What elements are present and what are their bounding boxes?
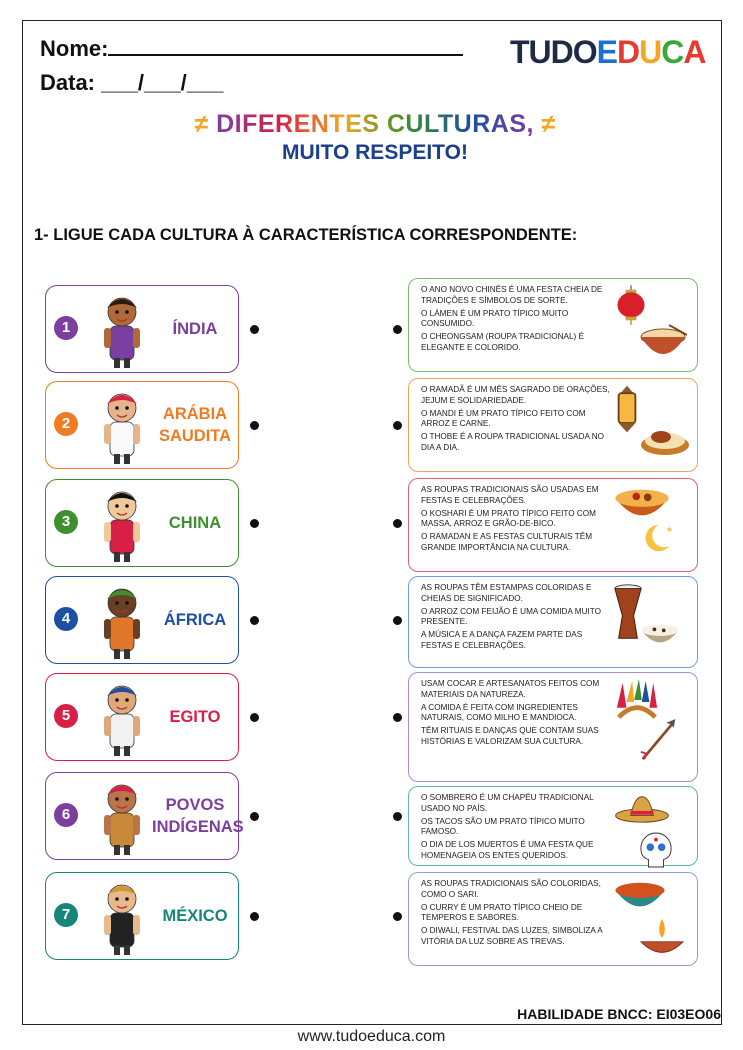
- culture-name: MÉXICO: [162, 907, 228, 925]
- sparkle-icon: ≠: [533, 110, 556, 138]
- culture-card-4: [45, 576, 239, 664]
- culture-name: ARÁBIA SAUDITA: [158, 405, 232, 445]
- logo-e: E: [596, 34, 617, 70]
- characteristic-card: [408, 576, 698, 668]
- culture-number: 6: [54, 803, 78, 827]
- characteristic-line: AS ROUPAS TRADICIONAIS SÃO COLORIDAS, COMO O SARI.: [421, 879, 601, 899]
- characteristic-line: O THOBE É A ROUPA TRADICIONAL USADA NO DIA A DIA.: [421, 432, 605, 452]
- culture-name: CHINA: [168, 514, 222, 532]
- title-line-1: [160, 110, 590, 139]
- culture-number: 1: [54, 316, 78, 340]
- svg-text:★: ★: [665, 524, 673, 534]
- logo-u: U: [639, 34, 662, 70]
- characteristic-icons: [609, 677, 693, 777]
- characteristic-icons: [609, 483, 693, 567]
- culture-number: 2: [54, 412, 78, 436]
- culture-card-3: [45, 479, 239, 567]
- characteristic-text: [421, 879, 611, 950]
- left-match-dot[interactable]: [250, 325, 259, 334]
- right-match-dot[interactable]: [393, 325, 402, 334]
- characteristic-line: O ANO NOVO CHINÊS É UMA FESTA CHEIA DE TRADIÇÕES E SÍMBOLOS DE SORTE.: [421, 285, 603, 305]
- boy-arabia-icon: [92, 386, 152, 466]
- characteristic-line: O RAMADAN E AS FESTAS CULTURAIS TÊM GRANDE IMPORTÂNCIA NA CULTURA.: [421, 532, 593, 552]
- characteristic-text: [421, 583, 611, 654]
- culture-name: ÍNDIA: [172, 320, 218, 338]
- characteristic-icons: [609, 283, 693, 367]
- sombrero-icon: [613, 793, 671, 830]
- characteristic-text: [421, 485, 611, 556]
- culture-card-6: [45, 772, 244, 860]
- logo-c: C: [661, 34, 684, 70]
- characteristic-line: USAM COCAR E ARTESANATOS FEITOS COM MATERIAIS DA NATUREZA.: [421, 679, 600, 699]
- boy-egypt-icon: [92, 678, 152, 758]
- culture-name: ÁFRICA: [163, 611, 227, 629]
- logo-a: A: [683, 34, 706, 70]
- left-match-dot[interactable]: [250, 912, 259, 921]
- characteristic-card: [408, 278, 698, 372]
- culture-name: EGITO: [169, 708, 221, 726]
- title-text-1: DIFERENTES CULTURAS,: [216, 110, 534, 138]
- boy-mexico-icon: [92, 877, 152, 957]
- mandi-icon: [639, 423, 691, 464]
- characteristic-line: O DIWALI, FESTIVAL DAS LUZES, SIMBOLIZA A VITÓRIA DA LUZ SOBRE AS TREVAS.: [421, 926, 603, 946]
- characteristic-text: [421, 793, 611, 864]
- characteristic-card: [408, 478, 698, 572]
- culture-number: 4: [54, 607, 78, 631]
- characteristic-line: AS ROUPAS TÊM ESTAMPAS COLORIDAS E CHEIAS DE SIGNIFICADO.: [421, 583, 592, 603]
- left-match-dot[interactable]: [250, 812, 259, 821]
- characteristic-line: O DIA DE LOS MUERTOS É UMA FESTA QUE HOMENAGEIA OS ENTES QUERIDOS.: [421, 840, 594, 860]
- rice-beans-icon: [639, 621, 681, 654]
- characteristic-line: O MANDI É UM PRATO TÍPICO FEITO COM ARROZ E CARNE.: [421, 408, 586, 429]
- girl-china-icon: [92, 484, 152, 564]
- left-match-dot[interactable]: [250, 519, 259, 528]
- characteristic-icons: [609, 791, 693, 861]
- girl-india-icon: [92, 290, 152, 370]
- characteristic-text: [421, 679, 611, 750]
- left-match-dot[interactable]: [250, 421, 259, 430]
- footer-url: www.tudoeduca.com: [297, 1028, 446, 1045]
- characteristic-card: [408, 872, 698, 966]
- characteristic-line: A MÚSICA E A DANÇA FAZEM PARTE DAS FESTAS E CELEBRAÇÕES.: [421, 630, 583, 650]
- characteristic-icons: [609, 877, 693, 961]
- characteristic-icons: [609, 383, 693, 467]
- name-label: Nome:: [40, 36, 109, 61]
- arabic-lantern-icon: [613, 385, 641, 440]
- question-1: 1- LIGUE CADA CULTURA À CARACTERÍSTICA CORRESPONDENTE:: [34, 226, 578, 244]
- skull-icon: [639, 831, 673, 874]
- characteristic-line: O CHEONGSAM (ROUPA TRADICIONAL) É ELEGANTE E COLORIDO.: [421, 332, 585, 352]
- culture-card-7: [45, 872, 239, 960]
- characteristic-line: O ARROZ COM FEIJÃO É UMA COMIDA MUITO PRESENTE.: [421, 606, 601, 627]
- koshari-icon: [613, 485, 671, 528]
- crescent-icon: [639, 523, 675, 558]
- logo-d: D: [617, 34, 640, 70]
- culture-number: 5: [54, 704, 78, 728]
- ramen-icon: [639, 323, 687, 364]
- culture-name: POVOS INDÍGENAS: [152, 796, 244, 836]
- worksheet-title: [160, 110, 590, 165]
- right-match-dot[interactable]: [393, 912, 402, 921]
- characteristic-line: O CURRY É UM PRATO TÍPICO CHEIO DE TEMPEROS E SABORES.: [421, 902, 583, 923]
- sparkle-icon: ≠: [194, 110, 217, 138]
- characteristic-line: O LÁMEN É UM PRATO TÍPICO MUITO CONSUMIDO.: [421, 308, 569, 329]
- characteristic-text: [421, 385, 611, 456]
- culture-card-2: [45, 381, 239, 469]
- right-match-dot[interactable]: [393, 812, 402, 821]
- right-match-dot[interactable]: [393, 616, 402, 625]
- title-line-2: MUITO RESPEITO!: [282, 141, 468, 164]
- characteristic-card: [408, 672, 698, 782]
- left-match-dot[interactable]: [250, 713, 259, 722]
- logo-tudo: TUDO: [510, 34, 597, 70]
- culture-number: 7: [54, 903, 78, 927]
- name-field[interactable]: [40, 36, 463, 62]
- characteristic-line: AS ROUPAS TRADICIONAIS SÃO USADAS EM FESTAS E CELEBRAÇÕES.: [421, 485, 599, 505]
- culture-card-1: [45, 285, 239, 373]
- arrow-icon: [639, 717, 679, 768]
- bncc-skill: HABILIDADE BNCC: EI03EO06: [517, 1006, 721, 1022]
- characteristic-line: A COMIDA É FEITA COM INGREDIENTES NATURAIS, COMO MILHO E MANDIOCA.: [421, 702, 578, 723]
- name-line[interactable]: [108, 36, 463, 56]
- characteristic-line: O RAMADÃ É UM MÊS SAGRADO DE ORAÇÕES, JEJUM E SOLIDARIEDADE.: [421, 385, 610, 405]
- characteristic-card: [408, 378, 698, 472]
- logo: [510, 34, 705, 71]
- left-match-dot[interactable]: [250, 616, 259, 625]
- right-match-dot[interactable]: [393, 713, 402, 722]
- characteristic-line: O KOSHARI É UM PRATO TÍPICO FEITO COM MASSA, ARROZ E GRÃO-DE-BICO.: [421, 508, 596, 529]
- characteristic-line: OS TACOS SÃO UM PRATO TÍPICO MUITO FAMOSO.: [421, 816, 585, 837]
- right-match-dot[interactable]: [393, 519, 402, 528]
- curry-icon: [613, 879, 667, 918]
- characteristic-line: O SOMBRERO É UM CHAPÉU TRADICIONAL USADO NO PAÍS.: [421, 793, 594, 813]
- girl-indigenous-icon: [92, 777, 152, 857]
- boy-africa-icon: [92, 581, 152, 661]
- diya-icon: [639, 917, 685, 964]
- culture-number: 3: [54, 510, 78, 534]
- date-field[interactable]: Data: ___/___/___: [40, 70, 224, 95]
- characteristic-icons: [609, 581, 693, 663]
- culture-card-5: [45, 673, 239, 761]
- characteristic-card: [408, 786, 698, 866]
- characteristic-line: TÊM RITUAIS E DANÇAS QUE CONTAM SUAS HISTÓRIAS E VALORIZAM SUA CULTURA.: [421, 726, 599, 746]
- right-match-dot[interactable]: [393, 421, 402, 430]
- characteristic-text: [421, 285, 611, 356]
